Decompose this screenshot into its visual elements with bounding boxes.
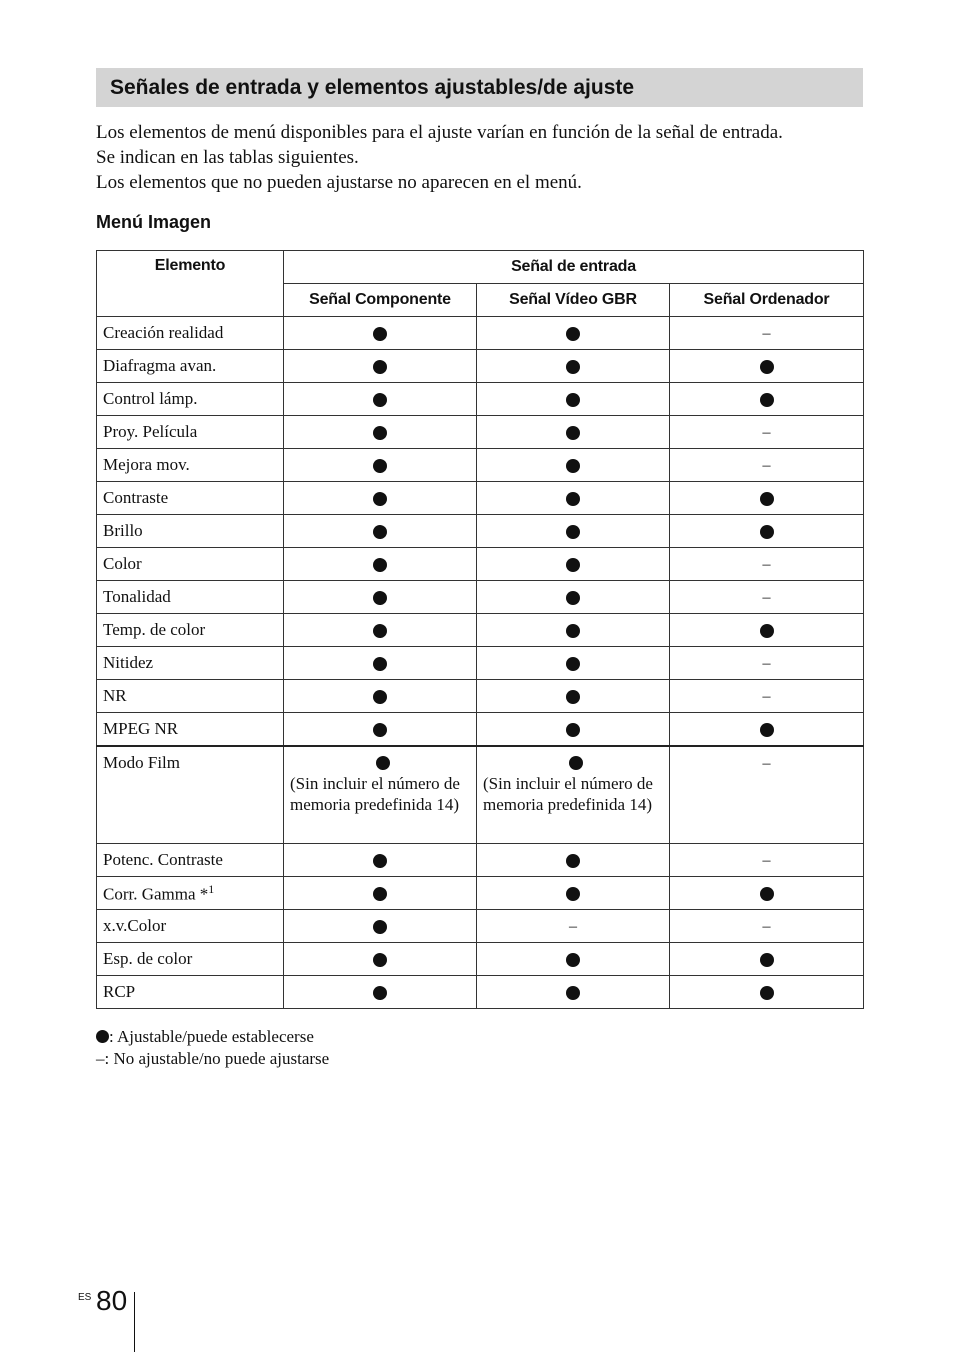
row-name [97,581,284,614]
cell-gbr [477,515,670,548]
intro-line: Se indican en las tablas siguientes. [96,147,359,168]
table-row [97,746,864,844]
not-adjustable-dash: – [762,325,771,342]
adjustable-dot-icon [566,854,580,868]
adjustable-dot-icon [373,558,387,572]
section-title: Señales de entrada y elementos ajustables/de ajuste [110,76,635,99]
table-body-modo-film [97,746,864,844]
cell-component [284,548,477,581]
cell-computer [670,910,864,943]
adjustable-dot-icon [373,591,387,605]
not-adjustable-dash: – [762,556,771,573]
header-computer-signal: Señal Ordenador [670,284,864,317]
cell-gbr [477,482,670,515]
table-row [97,416,864,449]
cell-component [284,877,477,910]
legend-adjustable [96,1026,329,1048]
footer-language-code: ES [78,1292,92,1303]
cell-gbr [477,976,670,1009]
row-name-text: Proy. Película [103,422,198,441]
table-row [97,877,864,910]
cell-computer [670,844,864,877]
cell-gbr [477,680,670,713]
adjustable-dot-icon [373,887,387,901]
cell-component [284,844,477,877]
cell-gbr [477,844,670,877]
header-component-signal: Señal Componente [284,284,477,317]
header-element: Elemento [97,251,284,317]
cell-computer [670,383,864,416]
cell-computer [670,482,864,515]
row-name [97,844,284,877]
adjustable-dot-icon [373,426,387,440]
cell-computer [670,449,864,482]
adjustable-dot-icon [569,756,583,770]
adjustable-dot-icon [376,756,390,770]
cell-gbr [477,910,670,943]
cell-component [284,713,477,747]
adjustable-dot-icon [760,525,774,539]
row-name-text: Contraste [103,488,169,507]
row-name-text: Mejora mov. [103,455,190,474]
adjustable-dot-icon [566,657,580,671]
cell-component [284,614,477,647]
intro-line: Los elementos de menú disponibles para el ajuste varían en función de la señal de entrada. [96,122,783,143]
not-adjustable-dash: – [762,755,771,772]
cell-component [284,482,477,515]
row-name [97,449,284,482]
row-name-text: RCP [103,982,136,1001]
table-row [97,350,864,383]
footer-divider [134,1292,135,1352]
table-row [97,976,864,1009]
cell-gbr [477,713,670,747]
cell-computer [670,943,864,976]
intro-line: Los elementos que no pueden ajustarse no aparecen en el menú. [96,172,582,193]
row-name [97,416,284,449]
adjustable-dot-icon [566,690,580,704]
adjustable-dot-icon [373,360,387,374]
section-header-bar [96,68,863,107]
cell-gbr [477,317,670,350]
cell-gbr [477,383,670,416]
adjustable-dot-icon [566,327,580,341]
adjustable-dot-icon [760,953,774,967]
cell-computer [670,548,864,581]
page-number: 80 [96,1285,128,1316]
cell-computer [670,680,864,713]
adjustable-dot-icon [373,920,387,934]
table-row [97,680,864,713]
adjustable-dot-icon [566,986,580,1000]
cell-computer [670,350,864,383]
not-adjustable-dash: – [762,589,771,606]
header-gbr-video-signal: Señal Vídeo GBR [477,284,670,317]
adjustable-dot-icon [566,953,580,967]
row-name [97,877,284,910]
table-body-bottom [97,844,864,1009]
cell-computer [670,877,864,910]
adjustable-dot-icon [373,492,387,506]
row-name-text: Nitidez [103,653,154,672]
cell-gbr [477,877,670,910]
cell-computer [670,976,864,1009]
cell-note: (Sin incluir el número de memoria predefinida 14) [290,774,460,814]
table-row [97,581,864,614]
row-name [97,548,284,581]
cell-component [284,943,477,976]
adjustable-dot-icon [566,525,580,539]
table-row [97,713,864,747]
row-name [97,713,284,747]
adjustable-dot-icon [373,393,387,407]
cell-gbr [477,943,670,976]
cell-component [284,746,477,844]
cell-computer [670,581,864,614]
adjustable-dot-icon [373,459,387,473]
adjustable-dot-icon [760,393,774,407]
cell-gbr [477,581,670,614]
cell-note: (Sin incluir el número de memoria predefinida 14) [483,774,653,814]
cell-component [284,680,477,713]
adjustable-dot-icon [566,459,580,473]
cell-component [284,350,477,383]
cell-gbr [477,350,670,383]
cell-computer [670,614,864,647]
adjustable-dot-icon [760,492,774,506]
header-input-signal: Señal de entrada [284,251,864,284]
cell-computer [670,515,864,548]
row-name-text: x.v.Color [103,916,167,935]
adjustable-dot-icon [96,1030,109,1043]
adjustable-dot-icon [373,723,387,737]
adjustable-dot-icon [373,690,387,704]
cell-gbr [477,614,670,647]
adjustable-dot-icon [566,492,580,506]
cell-component [284,581,477,614]
row-name-text: Diafragma avan. [103,356,217,375]
adjustable-dot-icon [566,887,580,901]
adjustable-dot-icon [373,986,387,1000]
adjustable-dot-icon [373,525,387,539]
cell-computer [670,746,864,844]
row-name [97,350,284,383]
adjustable-dot-icon [566,624,580,638]
adjustable-dot-icon [373,953,387,967]
legend [96,1026,329,1070]
adjustable-dot-icon [566,360,580,374]
adjustable-dot-icon [760,723,774,737]
row-name-text: MPEG NR [103,719,179,738]
cell-component [284,383,477,416]
legend-not-adjustable: –: No ajustable/no puede ajustarse [96,1049,330,1068]
row-name [97,943,284,976]
table-row [97,449,864,482]
cell-gbr [477,416,670,449]
row-name-text: Tonalidad [103,587,171,606]
adjustable-dot-icon [566,723,580,737]
row-name: Modo Film [97,746,284,844]
row-name-text: Esp. de color [103,949,193,968]
cell-gbr [477,548,670,581]
adjustable-dot-icon [760,624,774,638]
table-row [97,317,864,350]
adjustable-dot-icon [760,360,774,374]
table-row [97,614,864,647]
row-name-text: NR [103,686,127,705]
cell-component [284,910,477,943]
adjustable-dot-icon [760,986,774,1000]
table-row [97,482,864,515]
subheading-menu-imagen: Menú Imagen [96,212,212,232]
table-row [97,844,864,877]
cell-gbr [477,449,670,482]
not-adjustable-dash: – [569,918,577,935]
not-adjustable-dash: – [762,852,771,869]
table-row [97,515,864,548]
legend-adjustable-text: : Ajustable/puede establecerse [109,1027,314,1046]
cell-computer [670,647,864,680]
adjustable-dot-icon [566,393,580,407]
row-name [97,976,284,1009]
cell-component [284,317,477,350]
cell-component [284,416,477,449]
cell-gbr [477,746,670,844]
adjustable-dot-icon [566,591,580,605]
cell-gbr [477,647,670,680]
not-adjustable-dash: – [762,457,771,474]
adjustable-dot-icon [566,426,580,440]
cell-computer [670,713,864,747]
adjustable-dot-icon [566,558,580,572]
intro-text [96,120,876,195]
row-name [97,910,284,943]
not-adjustable-dash: – [762,688,771,705]
menu-imagen-table [96,250,864,1009]
row-name [97,680,284,713]
cell-component [284,515,477,548]
adjustable-dot-icon [373,657,387,671]
row-name-text: Brillo [103,521,143,540]
row-name [97,317,284,350]
table-body-top [97,317,864,747]
row-name-text: Potenc. Contraste [103,850,223,869]
table-row [97,910,864,943]
not-adjustable-dash: – [762,918,771,935]
adjustable-dot-icon [373,624,387,638]
row-name-text: Creación realidad [103,323,224,342]
table-row [97,647,864,680]
adjustable-dot-icon [373,327,387,341]
not-adjustable-dash: – [762,424,771,441]
row-name-text: Corr. Gamma * [103,884,209,904]
cell-component [284,449,477,482]
row-name [97,383,284,416]
table-row [97,383,864,416]
adjustable-dot-icon [373,854,387,868]
cell-component [284,976,477,1009]
row-name-text: Color [103,554,142,573]
table-row [97,548,864,581]
row-name [97,515,284,548]
cell-computer [670,317,864,350]
row-name [97,647,284,680]
row-name [97,614,284,647]
row-name-text: Control lámp. [103,389,198,408]
cell-computer [670,416,864,449]
row-name [97,482,284,515]
table-row [97,943,864,976]
adjustable-dot-icon [760,887,774,901]
footnote-marker: 1 [208,881,215,896]
cell-component [284,647,477,680]
not-adjustable-dash: – [762,655,771,672]
row-name-text: Temp. de color [103,620,206,639]
